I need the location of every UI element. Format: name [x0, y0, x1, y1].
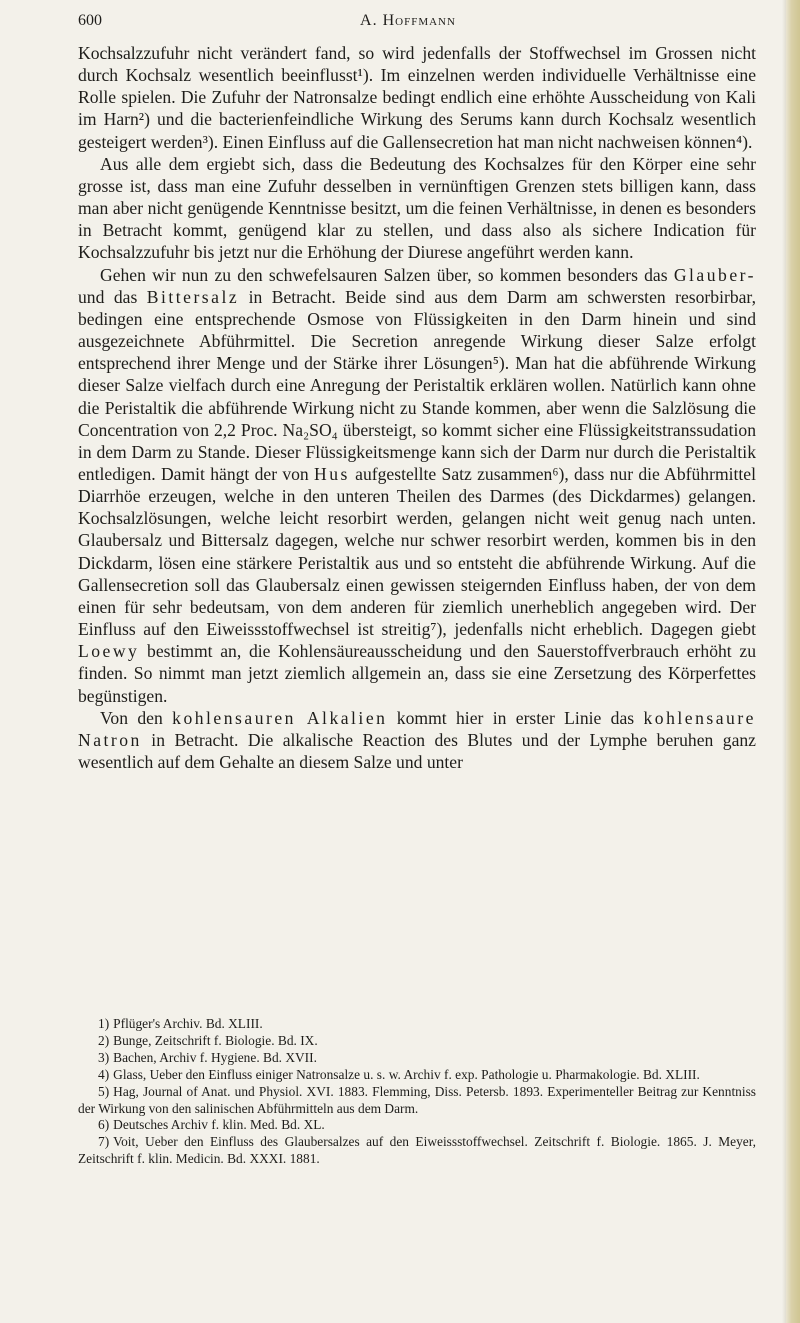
term-bittersalz: Bittersalz — [146, 286, 240, 307]
footnote-number: 1) — [98, 1016, 110, 1031]
footnote-text: Glass, Ueber den Einfluss einiger Natronsalze u. s. w. Archiv f. exp. Pathologie u. Pharmakologie. Bd. XLIII. — [113, 1066, 700, 1082]
term-kohlensaure-natron: kohlensaure Natron — [78, 707, 756, 750]
footnote — [78, 1134, 756, 1168]
footnote — [78, 1050, 756, 1067]
author-hus: Hus — [314, 463, 350, 484]
footnote — [78, 1117, 756, 1134]
paragraph-3-text: aufgestellte Satz zusammen⁶), dass nur die Abführmittel Diarrhöe erzeugen, welche in den unteren Theilen des Darmes (des Dickdarmes) gelangen. Kochsalzlösungen, welche leicht resorbirt werden, gelangen nicht weit genug nach unten. Glaubersalz und Bittersalz dagegen, welche nur schwer resorbirt werden, kommen bis in den Dickdarm, lösen eine stärkere Peristaltik aus und so entsteht die abführende Wirkung. Auf die Gallensecretion soll das Glaubersalz einen gewissen steigernden Einfluss haben, der von dem einen für sehr bedeutsam, von dem anderen für ziemlich unerheblich angegeben wird. Der Einfluss auf den Eiweissstoffwechsel ist streitig⁷), jedenfalls nicht erheblich. Dagegen giebt — [78, 463, 756, 640]
author-loewy: Loewy — [78, 641, 140, 662]
footnote-text: Deutsches Archiv f. klin. Med. Bd. XL. — [113, 1117, 325, 1133]
footnote — [78, 1033, 756, 1050]
footnote-number: 6) — [98, 1117, 110, 1133]
footnote-text: Voit, Ueber den Einfluss des Glaubersalzes auf den Eiweissstoffwechsel. Zeitschrift f. Biologie. 1865. J. Meyer, Zeitschrift f. klin. Medicin. Bd. XXXI. 1881. — [78, 1134, 756, 1167]
page-number: 600 — [78, 12, 102, 29]
term-glauber: Glauber- — [673, 264, 756, 285]
footnote-text: Bachen, Archiv f. Hygiene. Bd. XVII. — [113, 1049, 317, 1065]
footnotes — [78, 1016, 756, 1168]
footnote-number: 5) — [98, 1083, 110, 1099]
footnote-text: Bunge, Zeitschrift f. Biologie. Bd. IX. — [113, 1032, 318, 1048]
footnote — [78, 1067, 756, 1084]
footnote-text: Pflüger's Archiv. Bd. XLIII. — [113, 1016, 263, 1031]
footnote — [78, 1084, 756, 1118]
paragraph-3-text: und das — [78, 286, 147, 307]
paragraph-3-text: bestimmt an, die Kohlensäureausscheidung und den Sauerstoffverbrauch erhöht zu finden. So nimmt man jetzt ziemlich allgemein an, dass sie eine Zersetzung des Körperfettes begünstigen. — [78, 641, 756, 706]
footnote — [78, 1016, 756, 1033]
paragraph-4-text: Von den — [100, 707, 173, 728]
term-kohlensauren-alkalien: kohlensauren Alkalien — [172, 707, 388, 728]
paragraph-4 — [78, 707, 756, 773]
paragraph-1: Kochsalzzufuhr nicht verändert fand, so wird jedenfalls der Stoffwechsel im Grossen nicht durch Kochsalz wesentlich beeinflusst¹). Im einzelnen werden individuelle Verhältnisse eine Rolle spielen. Die Zufuhr der Natronsalze bedingt endlich eine erhöhte Ausscheidung von Kali im Harn²) und die bacterienfeindliche Wirkung des Serums kann durch Kochsalz wesentlich gesteigert werden³). Einen Einfluss auf die Gallensecretion hat man nicht nachweisen können⁴). — [78, 43, 756, 152]
paragraph-3-text: Gehen wir nun zu den schwefelsauren Salzen über, so kommen besonders das — [100, 264, 674, 285]
paragraph-4-text: in Betracht. Die alkalische Reaction des Blutes und der Lymphe beruhen ganz wesentlich auf dem Gehalte an diesem Salze und unter — [78, 729, 756, 772]
paragraph-4-text: kommt hier in erster Linie das — [387, 707, 644, 728]
paragraph-2: Aus alle dem ergiebt sich, dass die Bedeutung des Kochsalzes für den Körper eine sehr grosse ist, dass man eine Zufuhr desselben in vernünftigen Grenzen stets billigen kann, dass man aber nicht genügende Kenntnisse besitzt, um die feinen Verhältnisse, in denen es besonders in Betracht kommt, genügend klar zu stellen, und dass also als sichere Indication für Kochsalzzufuhr bis jetzt nur die Erhöhung der Diurese angeführt werden kann. — [78, 153, 756, 263]
page-header — [78, 12, 738, 36]
footnote-text: Hag, Journal of Anat. und Physiol. XVI. 1883. Flemming, Diss. Petersb. 1893. Experimenteller Beitrag zur Kenntniss der Wirkung von den salinischen Abführmitteln aus dem Darm. — [78, 1083, 756, 1116]
footnote-number: 7) — [98, 1134, 110, 1150]
running-head: A. Hoffmann — [360, 12, 456, 29]
footnote-number: 3) — [98, 1049, 110, 1065]
footnote-number: 4) — [98, 1066, 110, 1082]
book-page-edge — [786, 0, 800, 1323]
body-text — [78, 42, 756, 773]
paragraph-3 — [78, 264, 756, 707]
footnote-number: 2) — [98, 1032, 110, 1048]
paragraph-3-text: in Betracht. Beide sind aus dem Darm am schwersten resorbirbar, bedingen eine entsprechende Osmose von Flüssigkeiten in den Darm hinein und sind ausgezeichnete Abführmittel. Die Secretion anregende Wirkung dieser Salze erfolgt entsprechend ihrer Menge und der Stärke ihrer Lösungen⁵). Man hat die abführende Wirkung dieser Salze vielfach durch eine Anregung der Peristaltik erklären wollen. Natürlich kann ohne die Peristaltik die abführende Wirkung nicht zu Stande kommen, aber wenn die Salzlösung die Concentration von 2,2 Proc. Na₂SO₄ übersteigt, so kommt sicher eine Flüssigkeitstranssudation in dem Darm zu Stande. Dieser Flüssigkeitsmenge kann sich der Darm nur durch die Peristaltik entledigen. Damit hängt der von — [78, 286, 756, 484]
